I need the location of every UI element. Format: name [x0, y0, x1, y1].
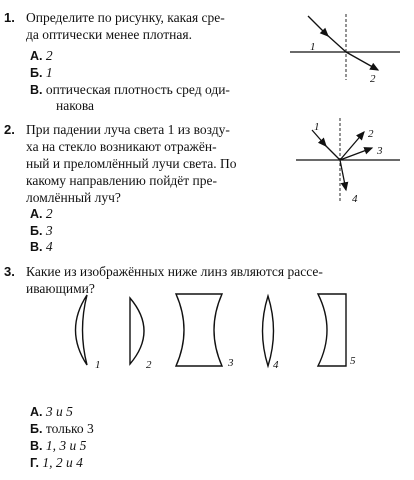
- fig1-incident-ray: [308, 16, 328, 36]
- figure-3-lenses: [76, 294, 347, 366]
- question-1-number: 1.: [4, 10, 15, 25]
- lens-2: [130, 298, 144, 364]
- q1-option-b: Б. 1: [30, 65, 53, 80]
- fig2-label-1: 1: [314, 121, 320, 133]
- fig2-ray-1-end: [324, 144, 340, 160]
- figure-1-refraction: [290, 14, 400, 85]
- question-2-line-5: ломлённый луч?: [26, 190, 121, 205]
- lens-label-1: 1: [95, 359, 101, 371]
- question-3-line-2: ивающими?: [26, 281, 95, 296]
- q3-option-c: В. 1, 3 и 5: [30, 438, 87, 453]
- question-2-line-4: какому направлению пойдёт пре-: [26, 173, 218, 188]
- lens-1: [76, 295, 88, 365]
- q3-option-b: Б. только 3: [30, 421, 94, 436]
- fig2-label-3: 3: [377, 145, 383, 157]
- q1-option-c: В. оптическая плотность сред оди-: [30, 82, 230, 97]
- figure-2-rays: [296, 118, 400, 205]
- q2-option-a: А. 2: [30, 206, 53, 221]
- question-2-line-2: ха на стекло возникают отражён-: [26, 139, 217, 154]
- q2-option-c: В. 4: [30, 239, 53, 254]
- question-2-line-1: При падении луча света 1 из возду-: [26, 122, 230, 137]
- lens-label-3: 3: [228, 357, 234, 369]
- fig2-ray-4: [340, 160, 346, 190]
- fig1-incident-ray-end: [326, 34, 346, 52]
- lens-label-5: 5: [350, 355, 356, 367]
- lens-4: [263, 296, 274, 366]
- fig2-label-4: 4: [352, 193, 358, 205]
- q3-option-a: А. 3 и 5: [30, 404, 73, 419]
- question-1-line-2: да оптически менее плотная.: [26, 27, 192, 42]
- question-2-line-3: ный и преломлённый лучи света. По: [26, 156, 237, 171]
- question-3-number: 3.: [4, 264, 15, 279]
- lens-5: [318, 294, 346, 366]
- q2-option-b: Б. 3: [30, 223, 53, 238]
- q3-option-d: Г. 1, 2 и 4: [30, 455, 83, 470]
- fig1-label-2: 2: [370, 73, 376, 85]
- lens-label-4: 4: [273, 359, 279, 371]
- question-1-line-1: Определите по рисунку, какая сре-: [26, 10, 225, 25]
- fig1-label-1: 1: [310, 41, 316, 53]
- fig1-refracted-ray: [346, 52, 378, 70]
- fig2-label-2: 2: [368, 128, 374, 140]
- question-3-line-1: Какие из изображённых ниже линз являются рассе-: [26, 264, 323, 279]
- lens-3: [176, 294, 222, 366]
- question-2-number: 2.: [4, 122, 15, 137]
- q1-option-a: А. 2: [30, 48, 53, 63]
- lens-label-2: 2: [146, 359, 152, 371]
- q1-option-c-continued: накова: [56, 98, 95, 113]
